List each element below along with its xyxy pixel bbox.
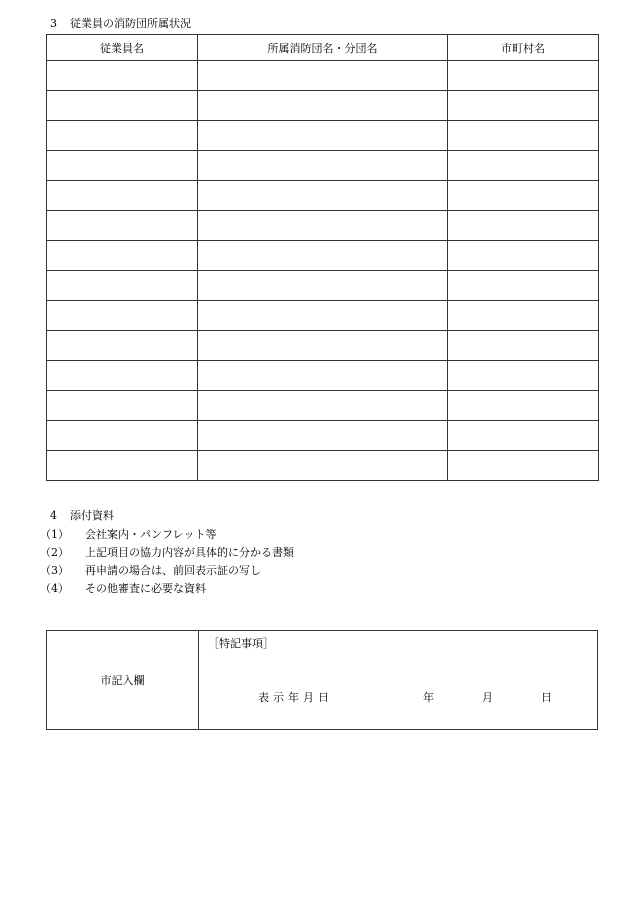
section-4-title <box>50 509 114 523</box>
attachment-list <box>40 526 294 598</box>
city-use-label: 市記入欄 <box>100 674 145 687</box>
table-header-row <box>47 35 599 61</box>
list-item <box>40 544 294 562</box>
table-row <box>47 421 599 451</box>
city-use-box <box>46 630 598 730</box>
fire-brigade-table <box>46 34 599 481</box>
table-row <box>47 91 599 121</box>
brigade-name-cell[interactable] <box>198 451 448 481</box>
brigade-name-cell[interactable] <box>198 301 448 331</box>
table-row <box>47 451 599 481</box>
date-month-label: 月 <box>482 691 493 704</box>
list-item-text: その他審査に必要な資料 <box>85 582 206 595</box>
table-row <box>47 331 599 361</box>
table-row <box>47 121 599 151</box>
table-row <box>47 361 599 391</box>
table-row <box>47 181 599 211</box>
brigade-name-cell[interactable] <box>198 211 448 241</box>
section-3-number: 3 <box>50 17 57 30</box>
municipality-cell[interactable] <box>448 301 599 331</box>
table-row <box>47 271 599 301</box>
section-3-title <box>50 17 191 31</box>
employee-name-cell[interactable] <box>47 361 198 391</box>
section-3-title-text: 従業員の消防団所属状況 <box>70 17 191 30</box>
list-item <box>40 580 294 598</box>
employee-name-cell[interactable] <box>47 421 198 451</box>
section-4-number: 4 <box>50 509 57 522</box>
municipality-cell[interactable] <box>448 361 599 391</box>
table-row <box>47 301 599 331</box>
city-use-label-cell <box>47 631 199 729</box>
date-day-label: 日 <box>541 691 552 704</box>
table-row <box>47 391 599 421</box>
list-item-text: 再申請の場合は、前回表示証の写し <box>85 564 261 577</box>
table-row <box>47 61 599 91</box>
column-header-employee-name: 従業員名 <box>47 35 198 61</box>
municipality-cell[interactable] <box>448 91 599 121</box>
employee-name-cell[interactable] <box>47 241 198 271</box>
list-item <box>40 526 294 544</box>
employee-name-cell[interactable] <box>47 271 198 301</box>
municipality-cell[interactable] <box>448 451 599 481</box>
column-header-brigade-name: 所属消防団名・分団名 <box>198 35 448 61</box>
list-item-index: （4） <box>40 582 69 595</box>
date-year-label: 年 <box>423 691 434 704</box>
brigade-name-cell[interactable] <box>198 61 448 91</box>
employee-name-cell[interactable] <box>47 331 198 361</box>
employee-name-cell[interactable] <box>47 391 198 421</box>
table-row <box>47 211 599 241</box>
employee-name-cell[interactable] <box>47 211 198 241</box>
brigade-name-cell[interactable] <box>198 151 448 181</box>
display-date-label: 表示年月日 <box>258 691 333 704</box>
municipality-cell[interactable] <box>448 121 599 151</box>
list-item-index: （3） <box>40 564 69 577</box>
employee-name-cell[interactable] <box>47 451 198 481</box>
list-item <box>40 562 294 580</box>
municipality-cell[interactable] <box>448 391 599 421</box>
special-notes-label: ［特記事項］ <box>208 637 274 650</box>
brigade-name-cell[interactable] <box>198 421 448 451</box>
table-row <box>47 151 599 181</box>
employee-name-cell[interactable] <box>47 181 198 211</box>
brigade-name-cell[interactable] <box>198 91 448 121</box>
employee-name-cell[interactable] <box>47 301 198 331</box>
brigade-name-cell[interactable] <box>198 241 448 271</box>
municipality-cell[interactable] <box>448 421 599 451</box>
list-item-index: （1） <box>40 528 69 541</box>
municipality-cell[interactable] <box>448 61 599 91</box>
municipality-cell[interactable] <box>448 331 599 361</box>
municipality-cell[interactable] <box>448 151 599 181</box>
municipality-cell[interactable] <box>448 211 599 241</box>
table-body <box>47 61 599 481</box>
municipality-cell[interactable] <box>448 271 599 301</box>
municipality-cell[interactable] <box>448 181 599 211</box>
section-4-title-text: 添付資料 <box>70 509 114 522</box>
brigade-name-cell[interactable] <box>198 391 448 421</box>
municipality-cell[interactable] <box>448 241 599 271</box>
employee-name-cell[interactable] <box>47 121 198 151</box>
brigade-name-cell[interactable] <box>198 361 448 391</box>
list-item-text: 会社案内・パンフレット等 <box>85 528 217 541</box>
list-item-text: 上記項目の協力内容が具体的に分かる書類 <box>85 546 294 559</box>
brigade-name-cell[interactable] <box>198 271 448 301</box>
brigade-name-cell[interactable] <box>198 331 448 361</box>
table-row <box>47 241 599 271</box>
brigade-name-cell[interactable] <box>198 121 448 151</box>
employee-name-cell[interactable] <box>47 91 198 121</box>
display-date-row <box>47 689 597 703</box>
employee-name-cell[interactable] <box>47 61 198 91</box>
brigade-name-cell[interactable] <box>198 181 448 211</box>
column-header-municipality: 市町村名 <box>448 35 599 61</box>
list-item-index: （2） <box>40 546 69 559</box>
employee-name-cell[interactable] <box>47 151 198 181</box>
